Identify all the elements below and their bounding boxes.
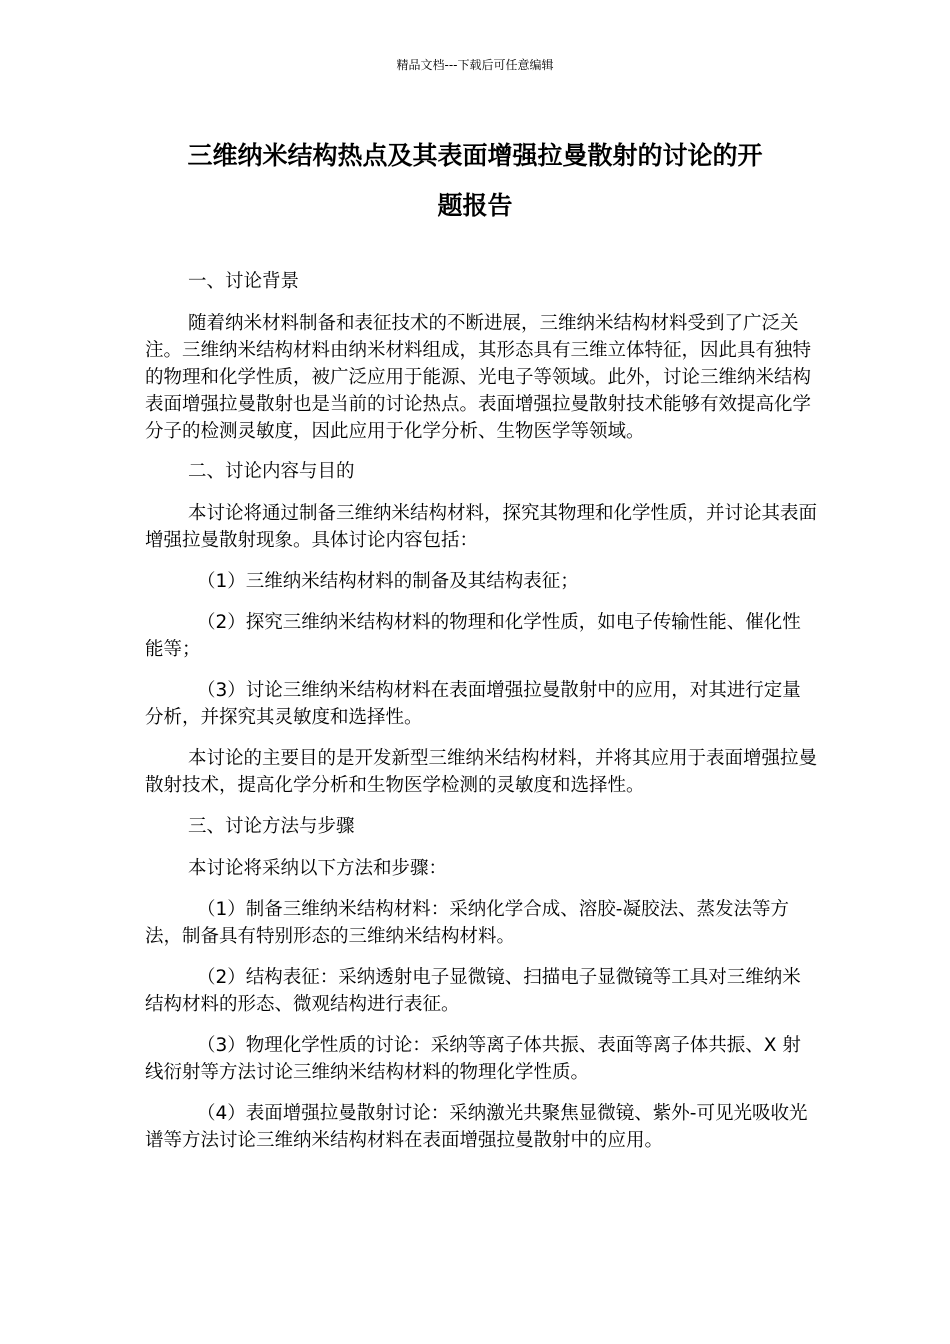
goal-paragraph: 本讨论的主要目的是开发新型三维纳米结构材料，并将其应用于表面增强拉曼散射技术，提高化学分析和生物医学检测的灵敏度和选择性。 — [145, 748, 818, 796]
document-title — [120, 131, 830, 231]
method-item-2: （2）结构表征：采纳透射电子显微镜、扫描电子显微镜等工具对三维纳米结构材料的形态、微观结构进行表征。 — [145, 967, 801, 1015]
content-intro-paragraph: 本讨论将通过制备三维纳米结构材料，探究其物理和化学性质，并讨论其表面增强拉曼散射现象。具体讨论内容包括： — [145, 503, 818, 551]
document-body — [145, 268, 817, 1154]
section-heading-background: 一、讨论背景 — [188, 271, 300, 292]
section-heading-methods: 三、讨论方法与步骤 — [188, 816, 355, 837]
content-item-2: （2）探究三维纳米结构材料的物理和化学性质，如电子传输性能、催化性能等； — [145, 612, 801, 660]
content-item-3: （3）讨论三维纳米结构材料在表面增强拉曼散射中的应用，对其进行定量分析，并探究其灵敏度和选择性。 — [145, 680, 801, 728]
content-item-1: （1）三维纳米结构材料的制备及其结构表征； — [197, 571, 579, 592]
title-line-2: 题报告 — [437, 191, 513, 220]
method-item-4: （4）表面增强拉曼散射讨论：采纳激光共聚焦显微镜、紫外-可见光吸收光谱等方法讨论三维纳米结构材料在表面增强拉曼散射中的应用。 — [145, 1103, 808, 1151]
title-line-1: 三维纳米结构热点及其表面增强拉曼散射的讨论的开 — [187, 141, 763, 170]
background-paragraph: 随着纳米材料制备和表征技术的不断进展，三维纳米结构材料受到了广泛关注。三维纳米结构材料由纳米材料组成，其形态具有三维立体特征，因此具有独特的物理和化学性质，被广泛应用于能源、光电子等领域。此外，讨论三维纳米结构表面增强拉曼散射也是当前的讨论热点。表面增强拉曼散射技术能够有效提高化学分子的检测灵敏度，因此应用于化学分析、生物医学等领域。 — [145, 313, 812, 442]
method-item-3: （3）物理化学性质的讨论：采纳等离子体共振、表面等离子体共振、X 射线衍射等方法讨论三维纳米结构材料的物理化学性质。 — [145, 1035, 801, 1083]
methods-intro-paragraph: 本讨论将采纳以下方法和步骤： — [188, 858, 448, 879]
method-item-1: （1）制备三维纳米结构材料：采纳化学合成、溶胶-凝胶法、蒸发法等方法，制备具有特别形态的三维纳米结构材料。 — [145, 899, 789, 947]
section-heading-content: 二、讨论内容与目的 — [188, 461, 355, 482]
page-header: 精品文档---下载后可任意编辑 — [396, 58, 554, 72]
